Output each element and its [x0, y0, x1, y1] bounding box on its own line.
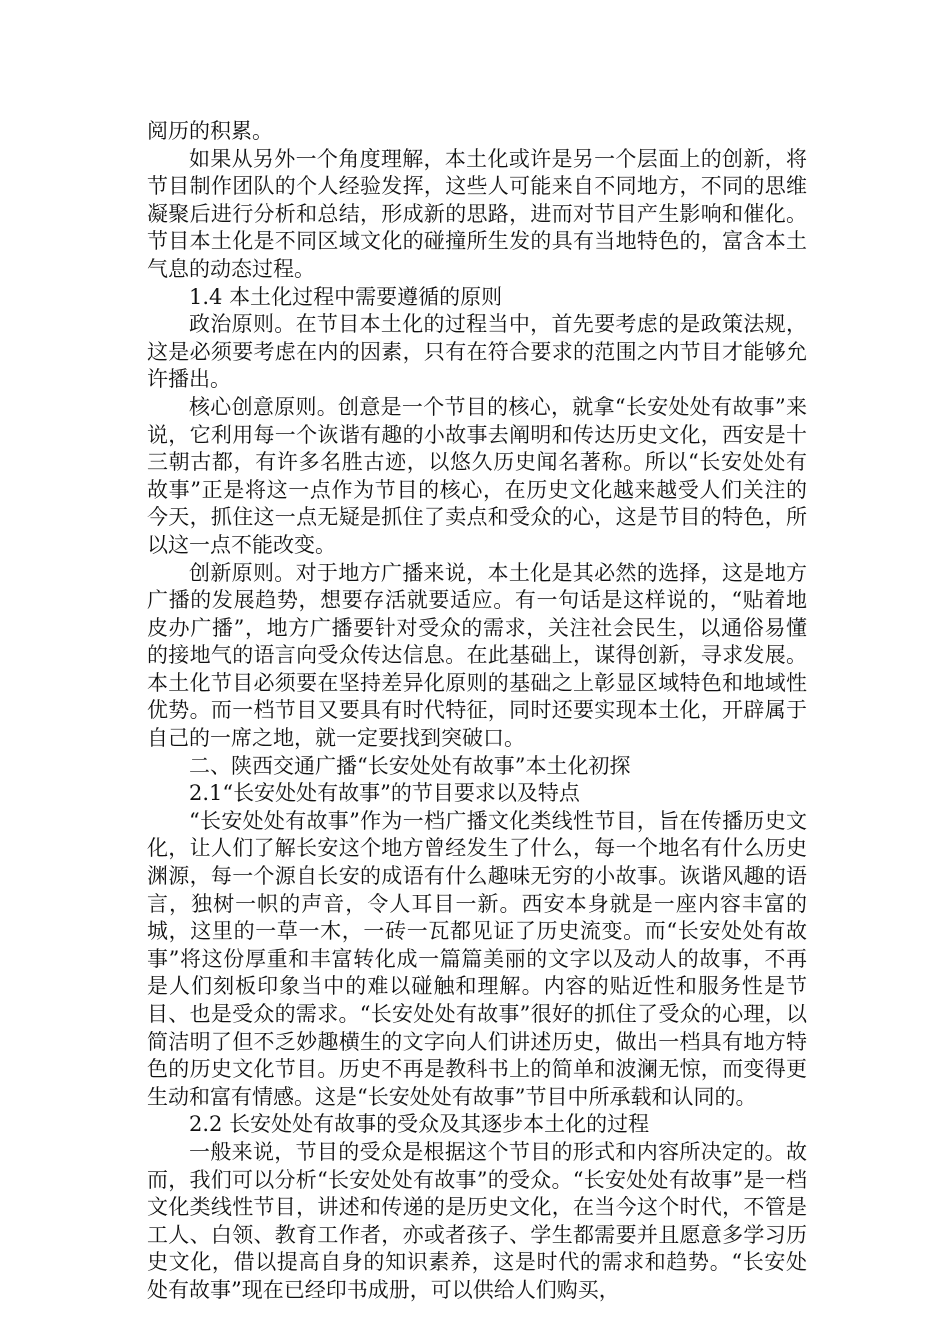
- document-body: [147, 118, 807, 1305]
- paragraph-innovation-principle: 创新原则。对于地方广播来说，本土化是其必然的选择，这是地方广播的发展趋势，想要存活就要适应。有一句话是这样说的，“贴着地皮办广播”，地方广播要针对受众的需求，关注社会民生，以通俗易懂的接地气的语言向受众传达信息。在此基础上，谋得创新，寻求发展。本土化节目必须要在坚持差异化原则的基础之上彰显区域特色和地域性优势。而一档节目又要具有时代特征，同时还要实现本土化，开辟属于自己的一席之地，就一定要找到突破口。: [147, 560, 807, 751]
- section-heading-2-1: 2.1“长安处处有故事”的节目要求以及特点: [189, 781, 580, 806]
- paragraph-localization-innovation: 如果从另外一个角度理解，本土化或许是另一个层面上的创新，将节目制作团队的个人经验发挥，这些人可能来自不同地方，不同的思维凝聚后进行分析和总结，形成新的思路，进而对节目产生影响和催化。节目本土化是不同区域文化的碰撞所生发的具有当地特色的，富含本土气息的动态过程。: [147, 146, 807, 281]
- section-heading-2-2: 2.2 长安处处有故事的受众及其逐步本土化的过程: [189, 1112, 650, 1137]
- paragraph-continuation: 阅历的积累。: [147, 119, 273, 143]
- paragraph-program-features: “长安处处有故事”作为一档广播文化类线性节目，旨在传播历史文化，让人们了解长安这个地方曾经发生了什么，每一个地名有什么历史渊源，每一个源自长安的成语有什么趣味无穷的小故事。诙谐风趣的语言，独树一帜的声音，令人耳目一新。西安本身就是一座内容丰富的城，这里的一草一木，一砖一瓦都见证了历史流变。而“长安处处有故事”将这份厚重和丰富转化成一篇篇美丽的文字以及动人的故事，不再是人们刻板印象当中的难以碰触和理解。内容的贴近性和服务性是节目、也是受众的需求。“长安处处有故事”很好的抓住了受众的心理，以简洁明了但不乏妙趣横生的文字向人们讲述历史，做出一档具有地方特色的历史文化节目。历史不再是教科书上的简单和波澜无惊，而变得更生动和富有情感。这是“长安处处有故事”节目中所承载和认同的。: [147, 808, 807, 1109]
- paragraph-political-principle: 政治原则。在节目本土化的过程当中，首先要考虑的是政策法规，这是必须要考虑在内的因素，只有在符合要求的范围之内节目才能够允许播出。: [147, 312, 807, 392]
- section-heading-2: 二、陕西交通广播“长安处处有故事”本土化初探: [189, 753, 631, 778]
- paragraph-audience: 一般来说，节目的受众是根据这个节目的形式和内容所决定的。故而，我们可以分析“长安处处有故事”的受众。“长安处处有故事”是一档文化类线性节目，讲述和传递的是历史文化，在当今这个时代，不管是工人、白领、教育工作者，亦或者孩子、学生都需要并且愿意多学习历史文化，借以提高自身的知识素养，这是时代的需求和趋势。“长安处处有故事”现在已经印书成册，可以供给人们购买，: [147, 1139, 807, 1302]
- paragraph-core-creative-principle: 核心创意原则。创意是一个节目的核心，就拿“长安处处有故事”来说，它利用每一个诙谐有趣的小故事去阐明和传达历史文化，西安是十三朝古都，有许多名胜古迹，以悠久历史闻名著称。所以“长安处处有故事”正是将这一点作为节目的核心，在历史文化越来越受人们关注的今天，抓住这一点无疑是抓住了卖点和受众的心，这是节目的特色，所以这一点不能改变。: [147, 394, 807, 557]
- section-heading-1-4: 1.4 本土化过程中需要遵循的原则: [189, 284, 503, 309]
